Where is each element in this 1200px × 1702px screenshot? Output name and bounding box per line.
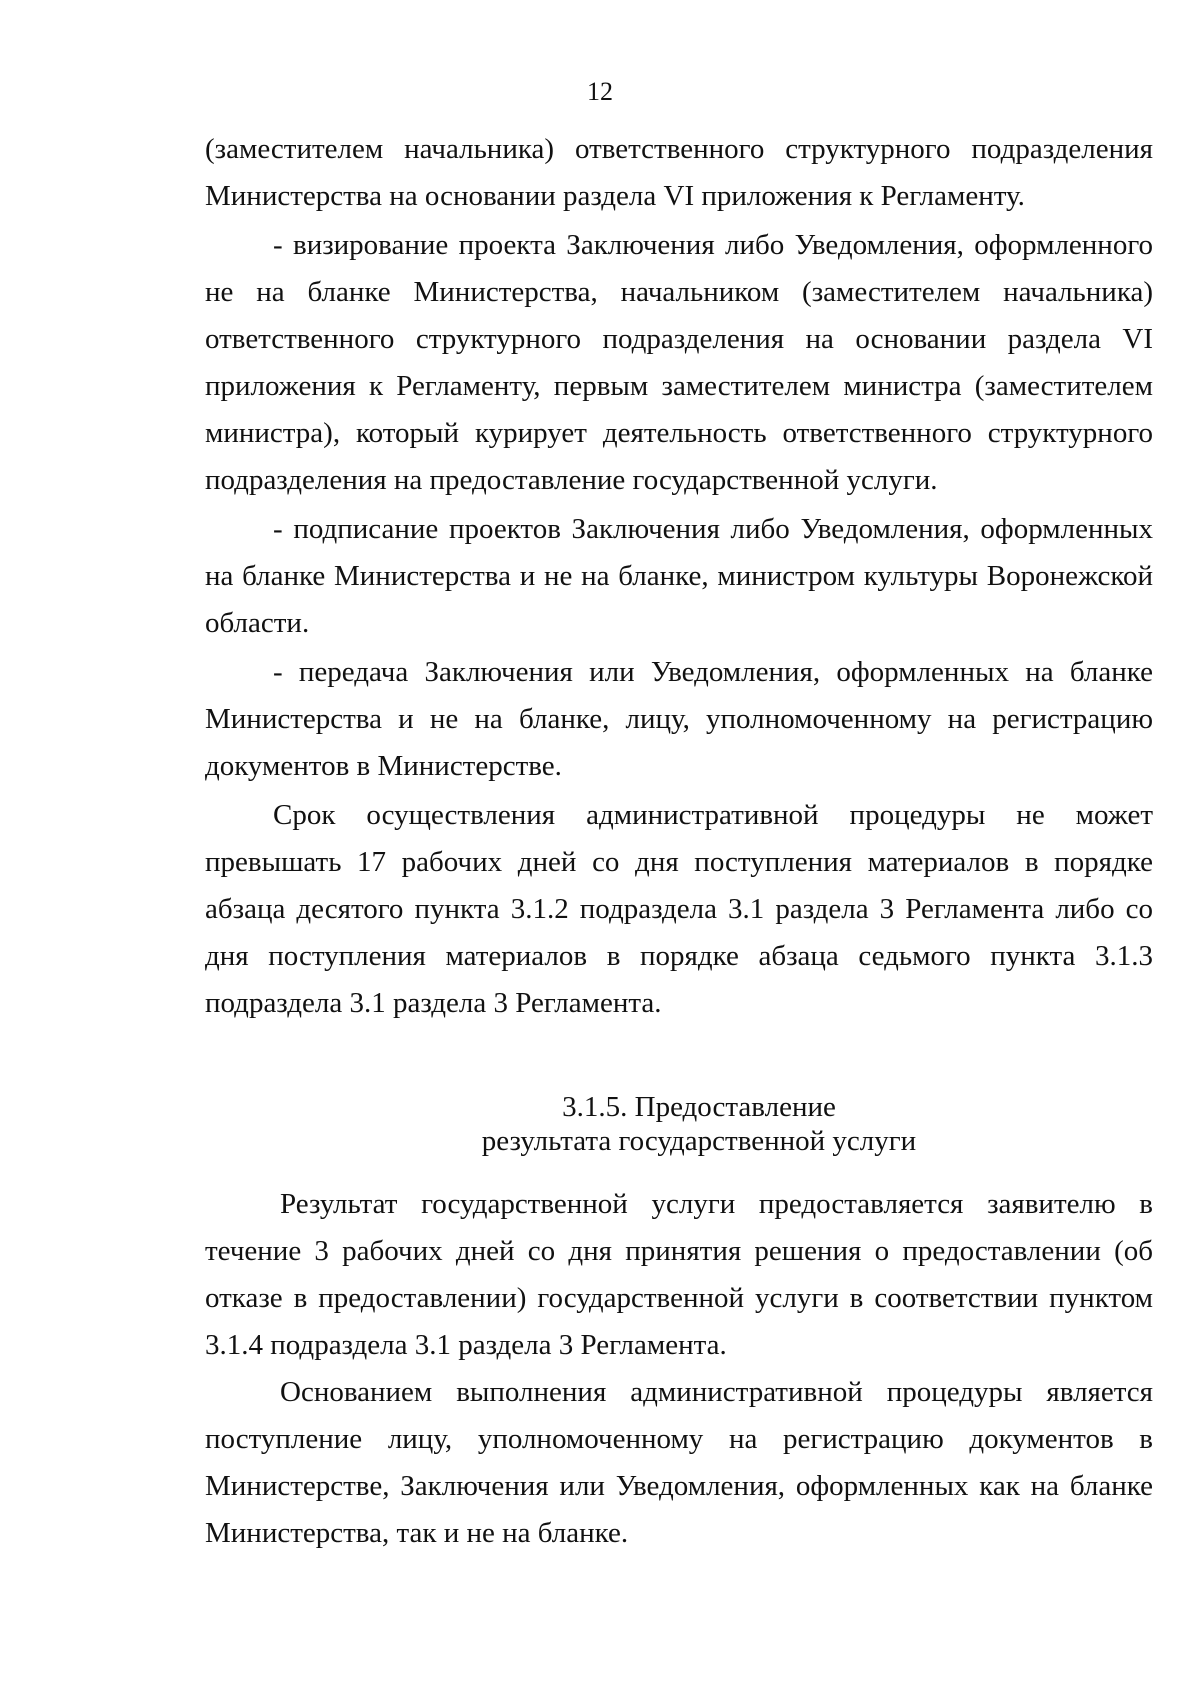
section-title-line2: результата государственной услуги <box>481 1125 917 1157</box>
paragraph-continuation: (заместителем начальника) ответственного структурного подразделения Министерства на основании раздела VI приложения к Регламенту. <box>205 133 1153 212</box>
paragraph-basis: Основанием выполнения административной процедуры является поступление лицу, уполномоченному на регистрацию документов в Министерстве, Заключения или Уведомления, оформленных как на бланке Министерства, так и не на бланке. <box>205 1376 1153 1549</box>
section-heading <box>205 1090 1153 1158</box>
section-body <box>205 1181 1153 1557</box>
paragraph-result: Результат государственной услуги предоставляется заявителю в течение 3 рабочих дней со дня принятия решения о предоставлении (об отказе в предоставлении) государственной услуги в соответствии пунктом 3.1.4 подраздела 3.1 раздела 3 Регламента. <box>205 1188 1153 1361</box>
paragraph-signing-item: - подписание проектов Заключения либо Уведомления, оформленных на бланке Министерства и не на бланке, министром культуры Воронежской области. <box>205 513 1153 639</box>
paragraph-transfer-item: - передача Заключения или Уведомления, оформленных на бланке Министерства и не на бланке, лицу, уполномоченному на регистрацию документов в Министерстве. <box>205 656 1153 782</box>
paragraph-visa-item: - визирование проекта Заключения либо Уведомления, оформленного не на бланке Министерства, начальником (заместителем начальника) ответственного структурного подразделения на основании раздела VI приложения к Регламенту, первым заместителем министра (заместителем министра), который курирует деятельность ответственного структурного подразделения на предоставление государственной услуги. <box>205 229 1153 496</box>
page-number: 12 <box>587 77 613 106</box>
document-body <box>205 126 1153 1027</box>
section-title-line1: 3.1.5. Предоставление <box>562 1091 836 1123</box>
paragraph-deadline: Срок осуществления административной процедуры не может превышать 17 рабочих дней со дня поступления материалов в порядке абзаца десятого пункта 3.1.2 подраздела 3.1 раздела 3 Регламента либо со дня поступления материалов в порядке абзаца седьмого пункта 3.1.3 подраздела 3.1 раздела 3 Регламента. <box>205 799 1153 1019</box>
